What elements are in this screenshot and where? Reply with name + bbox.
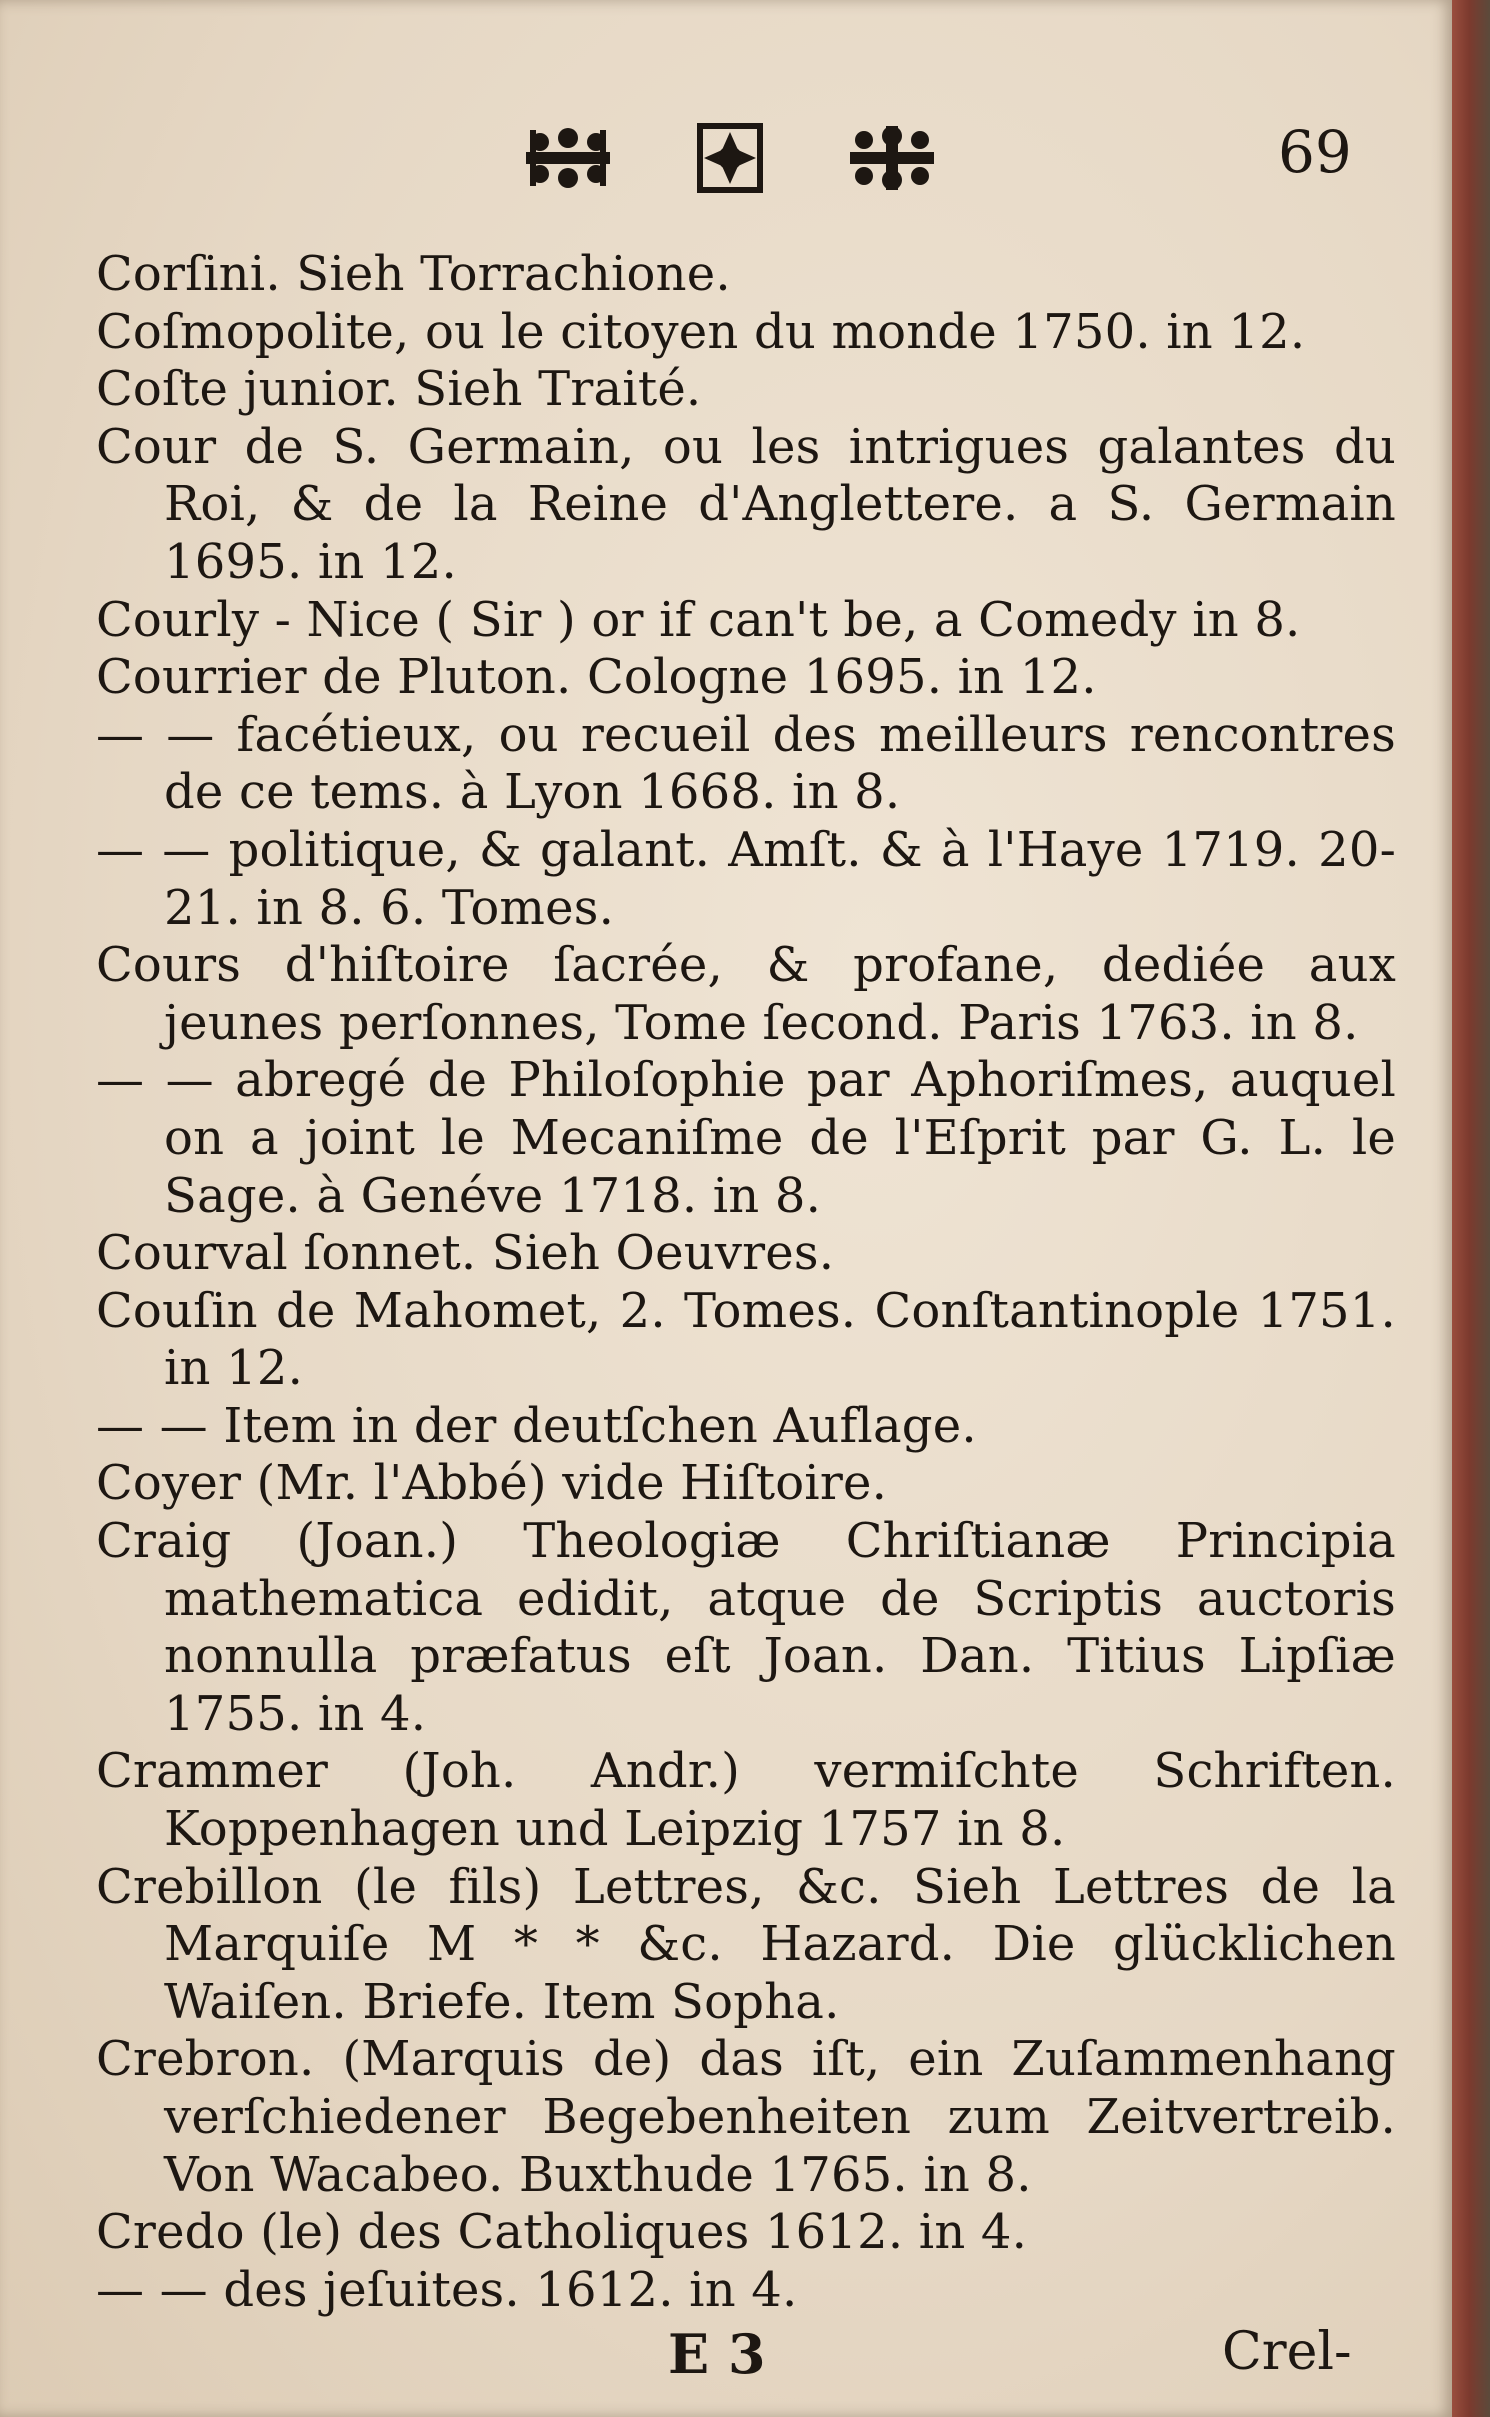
index-entry: — — abregé de Philoſophie par Aphoriſmes, auquel on a joint le Mecaniſme de l'Eſprit par G. L. le Sage. à Genéve 1718. in 8. (96, 1052, 1396, 1224)
page-number: 69 (1278, 118, 1352, 186)
header-ornaments (520, 118, 940, 198)
ornament-center-icon (682, 122, 778, 194)
ornament-left-icon (520, 122, 616, 194)
index-entry: — — politique, & galant. Amſt. & à l'Haye 1719. 20-21. in 8. 6. Tomes. (96, 821, 1396, 936)
index-entry: Cour de S. Germain, ou les intrigues galantes du Roi, & de la Reine d'Anglettere. a S. Germain 1695. in 12. (96, 418, 1396, 590)
index-entry: Coſmopolite, ou le citoyen du monde 1750. in 12. (96, 303, 1306, 360)
index-entry: Courval ſonnet. Sieh Oeuvres. (96, 1225, 835, 1282)
index-entry: Craig (Joan.) Theologiæ Chriſtianæ Principia mathematica edidit, atque de Scriptis auctoris nonnulla præfatus eſt Joan. Dan. Titius Lipſiæ 1755. in 4. (96, 1513, 1396, 1742)
index-entry: Coyer (Mr. l'Abbé) vide Hiſtoire. (96, 1455, 888, 1512)
index-entry: — — facétieux, ou recueil des meilleurs rencontres de ce tems. à Lyon 1668. in 8. (96, 706, 1396, 821)
ornament-right-icon (844, 122, 940, 194)
index-entry: Coſte junior. Sieh Traité. (96, 361, 702, 418)
index-entry: Cours d'hiſtoire ſacrée, & profane, dediée aux jeunes perſonnes, Tome ſecond. Paris 1763. in 8. (96, 937, 1396, 1051)
index-entry: — — Item in der deutſchen Auflage. (96, 1397, 977, 1454)
catchword: Crel- (1222, 2322, 1352, 2382)
index-entry: Couſin de Mahomet, 2. Tomes. Conſtantinople 1751. in 12. (96, 1282, 1396, 1397)
index-entry: Credo (le) des Catholiques 1612. in 4. (96, 2204, 1028, 2261)
index-entry: Crammer (Joh. Andr.) vermiſchte Schriften. Koppenhagen und Leipzig 1757 in 8. (96, 1743, 1396, 1858)
signature-mark: E 3 (668, 2322, 766, 2386)
index-entry: Corſini. Sieh Torrachione. (96, 246, 731, 302)
index-entry: Courrier de Pluton. Cologne 1695. in 12. (96, 649, 1097, 706)
index-entry: — — des jeſuites. 1612. in 4. (96, 2261, 798, 2318)
index-entry: Crebillon (le fils) Lettres, &c. Sieh Lettres de la Marquiſe M * * &c. Hazard. Die glücklichen Waiſen. Briefe. Item Sopha. (96, 1858, 1396, 2030)
index-entry: Courly - Nice ( Sir ) or if can't be, a Comedy in 8. (96, 591, 1301, 648)
index-entry: Crebron. (Marquis de) das iſt, ein Zuſammenhang verſchiedener Begebenheiten zum Zeitvertreib. Von Wacabeo. Buxthude 1765. in 8. (96, 2031, 1396, 2203)
book-edge (1452, 0, 1490, 2417)
index-entries (96, 246, 1396, 2319)
